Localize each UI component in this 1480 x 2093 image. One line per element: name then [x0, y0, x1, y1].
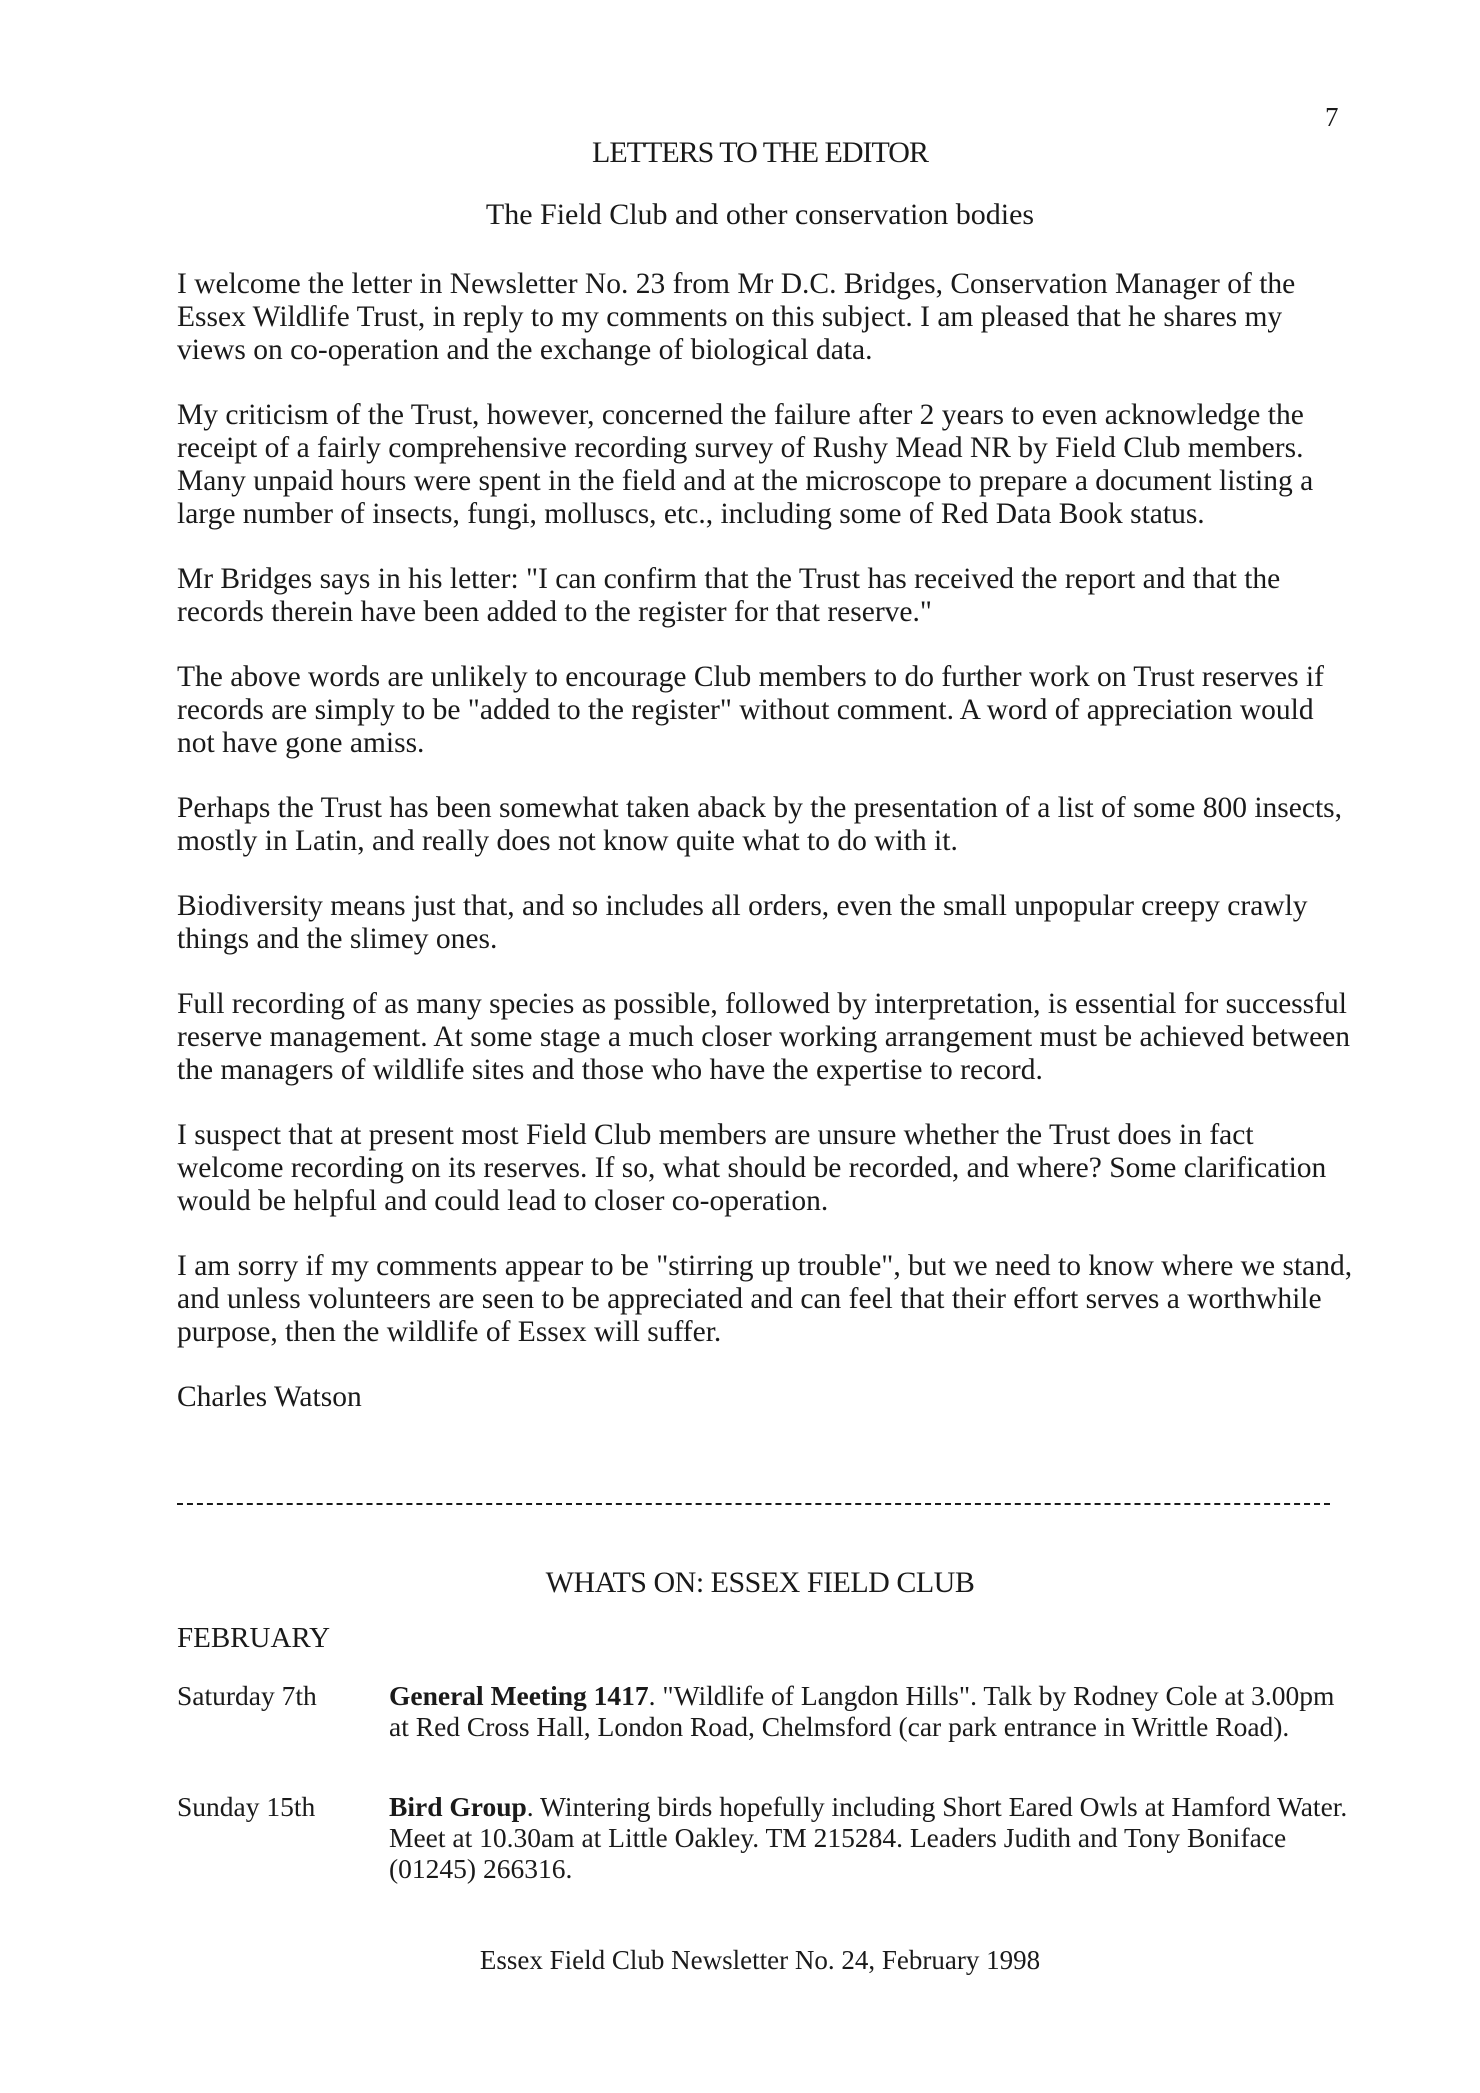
- event-details: . Wintering birds hopefully including Short Eared Owls at Hamford Water. Meet at 10.30am at Little Oakley. TM 215284. Leaders Judith and Tony Boniface (01245) 266316.: [389, 1791, 1348, 1884]
- whats-on-title: WHATS ON: ESSEX FIELD CLUB: [545, 1566, 975, 1599]
- letter-paragraph: My criticism of the Trust, however, concerned the failure after 2 years to even acknowledge the receipt of a fairly comprehensive recording survey of Rushy Mead NR by Field Club members. Many unpaid hours were spent in the field and at the microscope to prepare a document listing a large number of insects, fungi, molluscs, etc., including some of Red Data Book status.: [177, 399, 1314, 530]
- event-title: Bird Group: [389, 1791, 527, 1822]
- event-details: . "Wildlife of Langdon Hills". Talk by Rodney Cole at 3.00pm at Red Cross Hall, London Road, Chelmsford (car park entrance in Writtle Road).: [389, 1680, 1335, 1742]
- letter-paragraph: Perhaps the Trust has been somewhat taken aback by the presentation of a list of some 800 insects, mostly in Latin, and really does not know quite what to do with it.: [177, 792, 1343, 857]
- letter-body: [177, 268, 1357, 1446]
- letter-paragraph: The above words are unlikely to encourage Club members to do further work on Trust reserves if records are simply to be "added to the register" without comment. A word of appreciation would not have gone amiss.: [177, 661, 1324, 759]
- dashed-separator: [177, 1503, 1330, 1505]
- event-day: Sunday 15th: [177, 1791, 316, 1822]
- section-title: LETTERS TO THE EDITOR: [592, 136, 928, 169]
- page-footer: Essex Field Club Newsletter No. 24, February 1998: [479, 1945, 1041, 1975]
- letter-paragraph: I welcome the letter in Newsletter No. 23 from Mr D.C. Bridges, Conservation Manager of the Essex Wildlife Trust, in reply to my comments on this subject. I am pleased that he shares my views on co-operation and the exchange of biological data.: [177, 268, 1296, 366]
- letter-paragraph: Biodiversity means just that, and so includes all orders, even the small unpopular creepy crawly things and the slimey ones.: [177, 890, 1308, 955]
- event-description: [389, 1791, 1349, 1884]
- event-description: [389, 1680, 1349, 1742]
- event-day: Saturday 7th: [177, 1680, 317, 1711]
- letter-subtitle: The Field Club and other conservation bodies: [485, 198, 1035, 231]
- letter-paragraph: I am sorry if my comments appear to be "stirring up trouble", but we need to know where we stand, and unless volunteers are seen to be appreciated and can feel that their effort serves a worthwhile purpose, then the wildlife of Essex will suffer.: [177, 1250, 1353, 1348]
- event-title: General Meeting 1417: [389, 1680, 649, 1711]
- letter-paragraph: Mr Bridges says in his letter: "I can confirm that the Trust has received the report and that the records therein have been added to the register for that reserve.": [177, 563, 1281, 628]
- page-number: 7: [1325, 102, 1339, 132]
- letter-paragraph: I suspect that at present most Field Club members are unsure whether the Trust does in fact welcome recording on its reserves. If so, what should be recorded, and where? Some clarification would be helpful and could lead to closer co-operation.: [177, 1119, 1327, 1217]
- letter-signature: Charles Watson: [177, 1381, 362, 1413]
- events-month: FEBRUARY: [177, 1622, 331, 1654]
- letter-paragraph: Full recording of as many species as possible, followed by interpretation, is essential for successful reserve management. At some stage a much closer working arrangement must be achieved between the managers of wildlife sites and those who have the expertise to record.: [177, 988, 1350, 1086]
